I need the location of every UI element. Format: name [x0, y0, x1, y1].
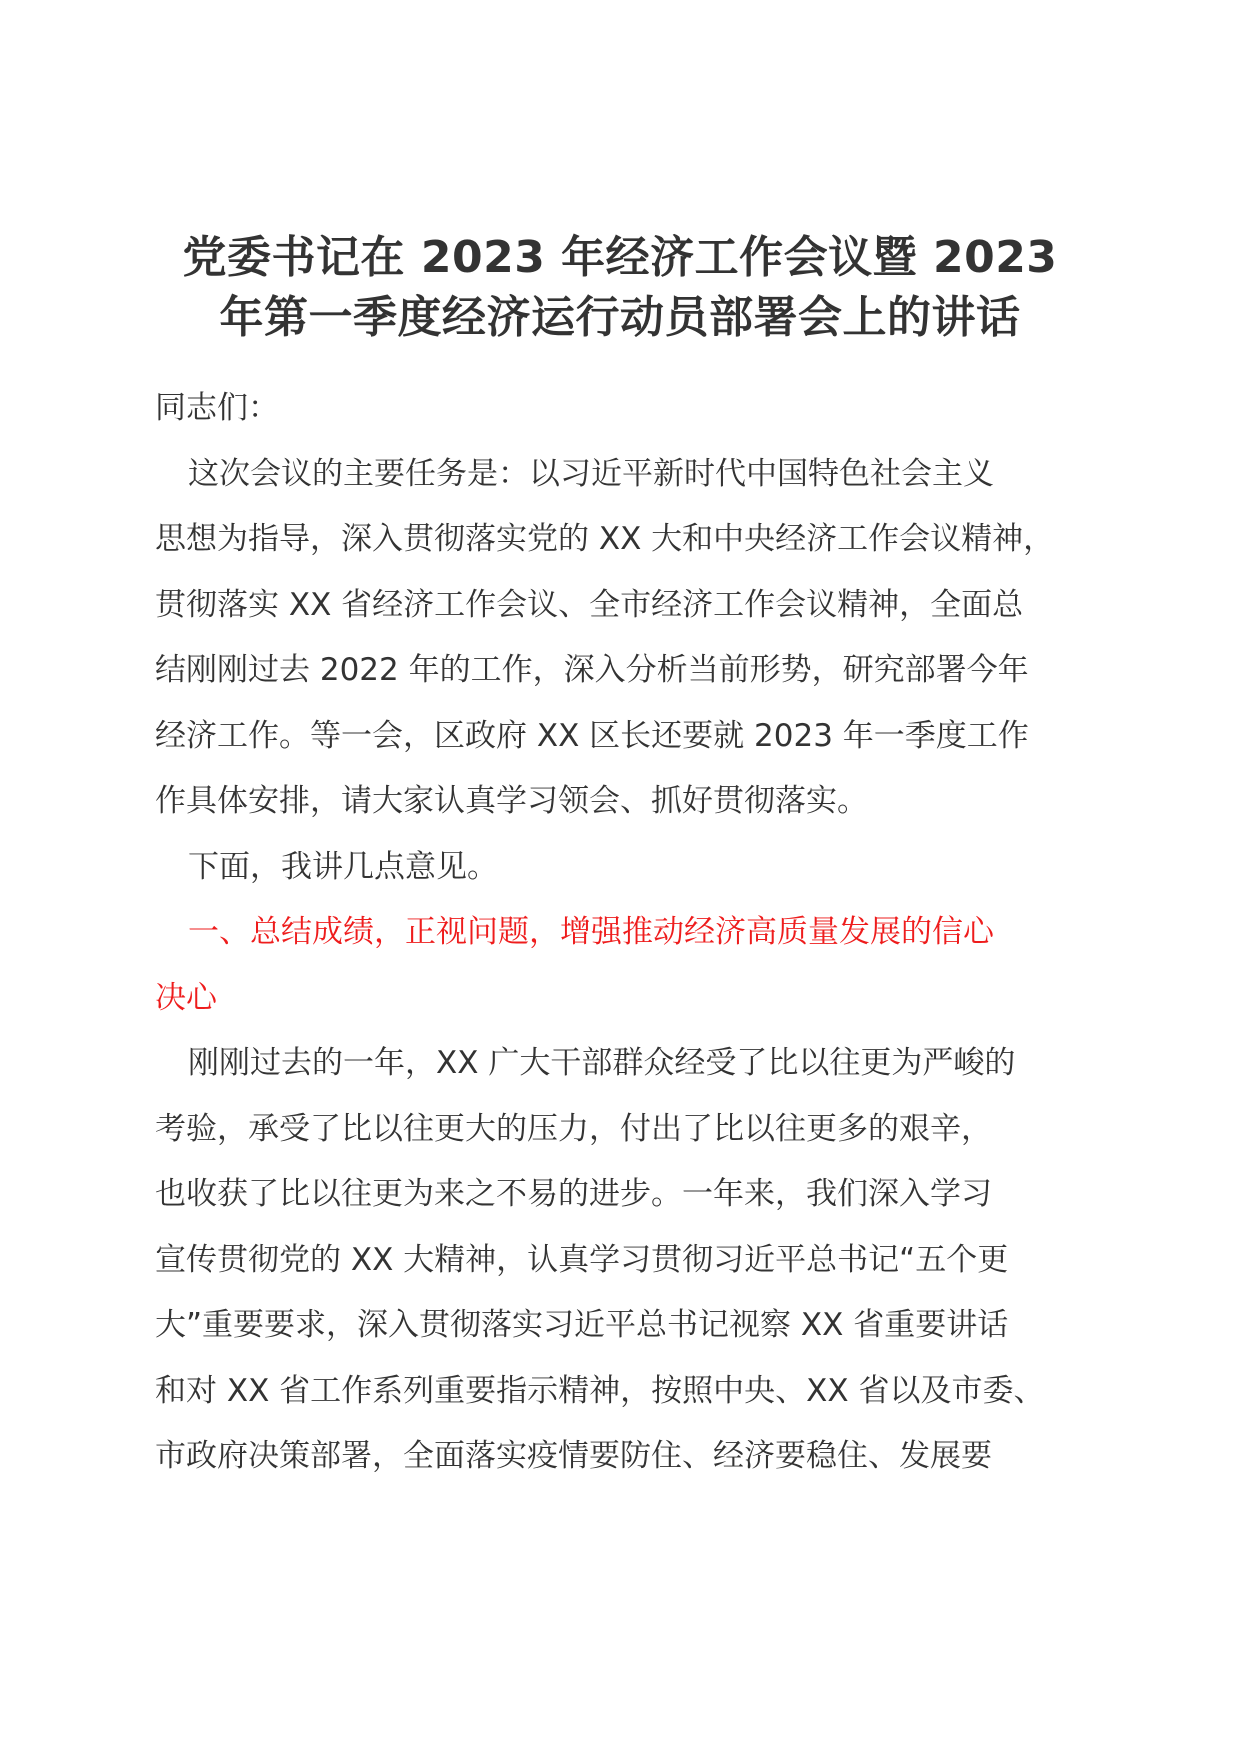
paragraph-line: 思想为指导，深入贯彻落实党的 XX 大和中央经济工作会议精神，	[155, 521, 1055, 557]
paragraph-line: 经济工作。等一会，区政府 XX 区长还要就 2023 年一季度工作	[155, 717, 1029, 754]
document-body	[155, 376, 1115, 1490]
paragraph-line: 和对 XX 省工作系列重要指示精神，按照中央、XX 省以及市委、	[155, 1372, 1045, 1409]
paragraph-line: 市政府决策部署，全面落实疫情要防住、经济要稳住、发展要	[155, 1438, 992, 1474]
paragraph-line: 刚刚过去的一年，XX 广大干部群众经受了比以往更为严峻的	[188, 1045, 1016, 1081]
paragraph-meeting-tasks	[155, 442, 1115, 835]
paragraph-line: 也收获了比以往更为来之不易的进步。一年来，我们深入学习	[155, 1176, 992, 1212]
paragraph-line: 作具体安排，请大家认真学习领会、抓好贯彻落实。	[155, 783, 868, 819]
paragraph-line: 大”重要要求，深入贯彻落实习近平总书记视察 XX 省重要讲话	[155, 1307, 1009, 1343]
heading-line: 决心	[155, 979, 217, 1016]
paragraph-line: 这次会议的主要任务是：以习近平新时代中国特色社会主义	[188, 455, 994, 492]
document-title	[150, 228, 1090, 348]
title-line: 党委书记在 2023 年经济工作会议暨 2023	[182, 232, 1058, 283]
title-line: 年第一季度经济运行动员部署会上的讲话	[219, 292, 1021, 343]
paragraph-opinions-intro: 下面，我讲几点意见。	[188, 848, 498, 885]
salutation: 同志们：	[155, 390, 279, 426]
section-heading-1	[155, 900, 1115, 1031]
paragraph-line: 考验，承受了比以往更大的压力，付出了比以往更多的艰辛，	[155, 1110, 992, 1147]
paragraph-line: 结刚刚过去 2022 年的工作，深入分析当前形势，研究部署今年	[155, 652, 1029, 688]
paragraph-line: 贯彻落实 XX 省经济工作会议、全市经济工作会议精神，全面总	[155, 586, 1024, 623]
heading-line: 一、总结成绩，正视问题，增强推动经济高质量发展的信心	[188, 914, 994, 950]
paragraph-line: 宣传贯彻党的 XX 大精神，认真学习贯彻习近平总书记“五个更	[155, 1241, 1009, 1278]
paragraph-past-year	[155, 1031, 1115, 1490]
